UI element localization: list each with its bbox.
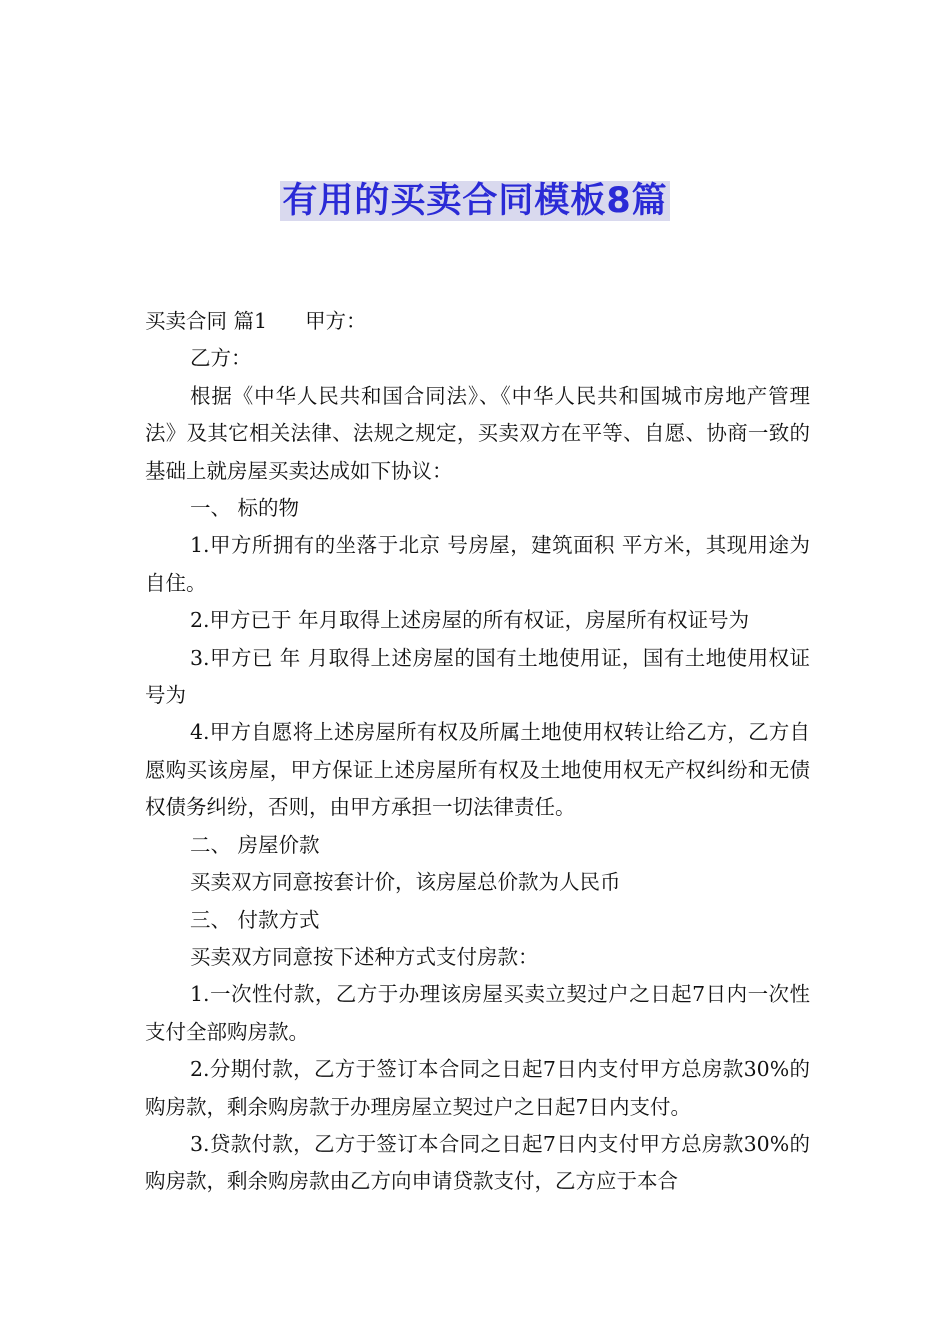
party-a-label: 甲方： [305, 309, 367, 333]
paragraph: 1.甲方所拥有的坐落于北京 号房屋，建筑面积 平方米，其现用途为自住。 [145, 533, 810, 595]
paragraph: 1.一次性付款，乙方于办理该房屋买卖立契过户之日起7日内一次性支付全部购房款。 [145, 982, 810, 1044]
paragraph: 3.甲方已 年 月取得上述房屋的国有土地使用证，国有土地使用权证号为 [145, 645, 810, 708]
document-title-text: 有用的买卖合同模板8篇 [282, 181, 668, 221]
document-title [0, 178, 950, 224]
paragraph: 买卖双方同意按套计价，该房屋总价款为人民币 [190, 870, 621, 895]
paragraph: 2.甲方已于 年月取得上述房屋的所有权证，房屋所有权证号为 [190, 608, 750, 633]
section-heading-line [145, 303, 810, 340]
paragraph: 二、 房屋价款 [190, 832, 320, 857]
paragraph: 3.贷款付款，乙方于签订本合同之日起7日内支付甲方总房款30%的购房款，剩余购房款由乙方向申请贷款支付，乙方应于本合 [145, 1131, 810, 1194]
paragraph: 2.分期付款，乙方于签订本合同之日起7日内支付甲方总房款30%的购房款，剩余购房款于办理房屋立契过户之日起7日内支付。 [145, 1057, 810, 1119]
paragraph: 根据《中华人民共和国合同法》、《中华人民共和国城市房地产管理法》及其它相关法律、法规之规定，买卖双方在平等、自愿、协商一致的基础上就房屋买卖达成如下协议： [145, 383, 810, 483]
paragraph: 4.甲方自愿将上述房屋所有权及所属土地使用权转让给乙方，乙方自愿购买该房屋，甲方保证上述房屋所有权及土地使用权无产权纠纷和无债权债务纠纷，否则，由甲方承担一切法律责任。 [145, 720, 810, 820]
paragraph: 三、 付款方式 [190, 907, 320, 932]
paragraph: 一、 标的物 [190, 496, 300, 521]
paragraph: 乙方： [190, 346, 252, 371]
paragraph: 买卖双方同意按下述种方式支付房款： [190, 944, 539, 969]
section-heading: 买卖合同 篇1 [145, 309, 268, 333]
document-body [145, 303, 810, 1201]
